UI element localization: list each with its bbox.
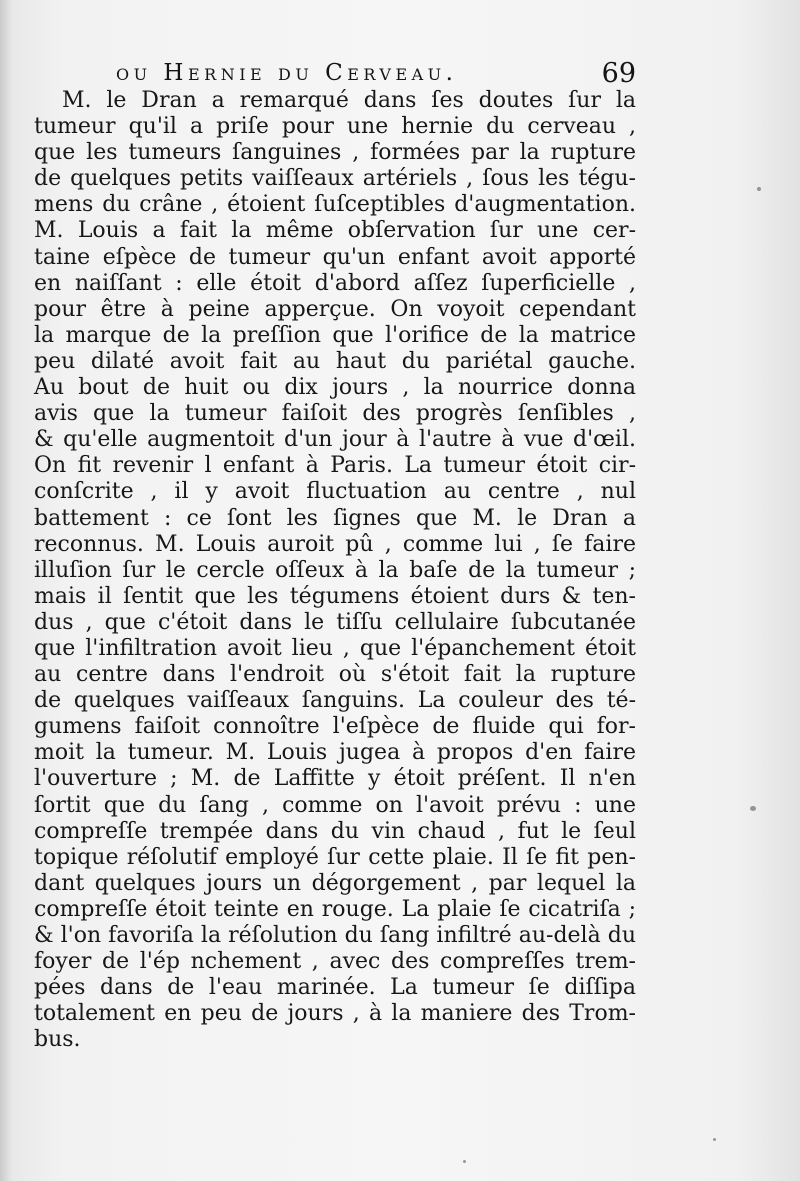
text-line: de quelques vaiſſeaux ſanguins. La couleur des té-	[34, 688, 636, 714]
text-line: mens du crâne , étoient ſuſceptibles d'augmentation.	[34, 192, 636, 218]
text-line: de quelques petits vaiſſeaux artériels , ſous les tégu-	[34, 166, 636, 192]
text-line: ſortit que du ſang , comme on l'avoit prévu : une	[34, 792, 636, 818]
text-line: reconnus. M. Louis auroit pû , comme lui , ſe faire	[34, 531, 636, 557]
text-line: & l'on favoriſa la réſolution du ſang infiltré au-delà du	[34, 923, 636, 948]
text-line: conſcrite , il y avoit fluctuation au centre , nul	[34, 479, 636, 505]
paper-speck	[757, 187, 761, 191]
text-line: que les tumeurs ſanguines , formées par la rupture	[34, 140, 636, 166]
text-line: Au bout de huit ou dix jours , la nourrice donna	[34, 375, 636, 401]
paper-speck	[463, 1160, 466, 1163]
text-line: taine eſpèce de tumeur qu'un enfant avoit apporté	[34, 244, 636, 270]
text-line: mais il ſentit que les tégumens étoient durs & ten-	[34, 583, 636, 609]
text-line: topique réſolutif employé ſur cette plaie. Il ſe fit pen-	[34, 844, 636, 870]
body-text	[34, 88, 636, 1053]
text-line: l'ouverture ; M. de Laffitte y étoit préſent. Il n'en	[34, 766, 636, 792]
text-line: foyer de l'ép nchement , avec des compreſſes trem-	[34, 949, 636, 975]
text-line: illuſion ſur le cercle oſſeux à la baſe de la tumeur ;	[34, 557, 636, 583]
text-line: bus.	[34, 1027, 81, 1053]
text-line: que l'infiltration avoit lieu , que l'épanchement étoit	[34, 635, 636, 661]
text-line: dus , que c'étoit dans le tiſſu cellulaire ſubcutanée	[34, 609, 636, 635]
text-line: compreſſe étoit teinte en rouge. La plaie ſe cicatriſa ;	[34, 896, 636, 922]
paper-speck	[750, 806, 756, 811]
text-line: dant quelques jours un dégorgement , par lequel la	[34, 870, 636, 896]
text-line: pour être à peine apperçue. On voyoit cependant	[34, 296, 636, 322]
text-line: gumens faiſoit connoître l'eſpèce de fluide qui for-	[34, 714, 636, 740]
text-line: moit la tumeur. M. Louis jugea à propos d'en faire	[34, 740, 636, 766]
text-line: au centre dans l'endroit où s'étoit fait la rupture	[34, 662, 636, 688]
text-line: peu dilaté avoit fait au haut du pariétal gauche.	[34, 348, 636, 374]
text-line: compreſſe trempée dans du vin chaud , fut le ſeul	[34, 818, 636, 844]
text-line: M. le Dran a remarqué dans ſes doutes ſur la	[62, 88, 636, 113]
text-line: & qu'elle augmentoit d'un jour à l'autre à vue d'œil.	[34, 427, 636, 453]
text-line: totalement en peu de jours , à la maniere des Trom-	[34, 1001, 636, 1027]
text-line: M. Louis a fait la même obſervation ſur une cer-	[34, 218, 636, 244]
text-line: On fit revenir l enfant à Paris. La tumeur étoit cir-	[34, 453, 636, 479]
paper-speck	[713, 1138, 716, 1141]
text-line: tumeur qu'il a priſe pour une hernie du cerveau ,	[34, 114, 636, 140]
binding-shadow	[0, 0, 12, 1181]
text-line: en naiſſant : elle étoit d'abord aſſez ſuperficielle ,	[34, 270, 636, 296]
text-line: battement : ce ſont les ſignes que M. le Dran a	[34, 505, 636, 531]
page-number: 69	[601, 58, 636, 89]
text-line: avis que la tumeur faiſoit des progrès ſenſibles ,	[34, 401, 636, 427]
text-line: pées dans de l'eau marinée. La tumeur ſe diſſipa	[34, 975, 636, 1001]
running-title: ou Hernie du Cerveau.	[116, 60, 458, 86]
text-line: la marque de la preſſion que l'orifice de la matrice	[34, 322, 636, 348]
